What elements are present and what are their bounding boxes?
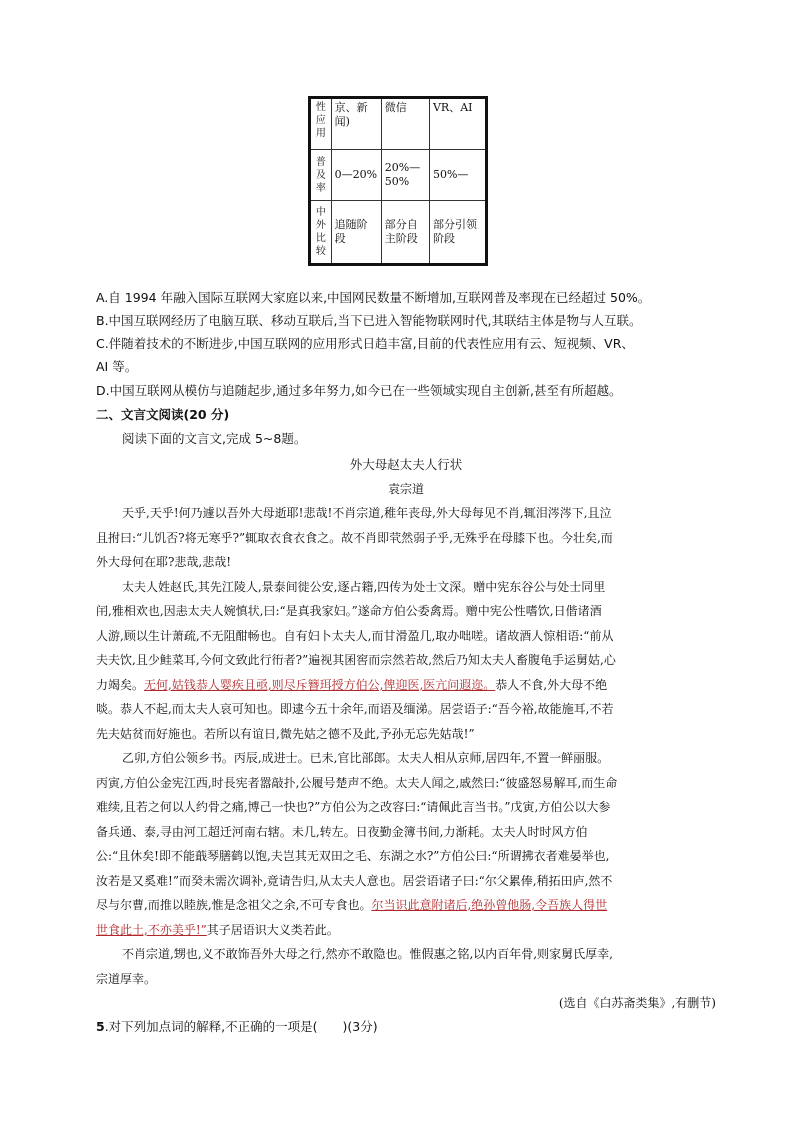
p3-line: 乙卯,方伯公领乡书。丙辰,成进士。已未,官比部郎。太夫人相从京师,居四年,不置一鲜丽服。 xyxy=(122,751,610,765)
internet-stats-table xyxy=(308,96,488,266)
p1-line: 外大母何在耶?悲哉,悲哉! xyxy=(96,555,232,569)
option-c: C.伴随着技术的不断进步,中国互联网的应用形式日趋丰富,目前的代表性应用有云、短视频、VR、 xyxy=(96,336,634,351)
p2-line: 闬,雅相欢也,因恚太夫人婉慎状,曰:“是真我家妇。”遂命方伯公委禽焉。赠中宪公性嗜饮,日偕诸酒 xyxy=(96,604,602,618)
section-title: 二、文言文阅读(20 分) xyxy=(96,407,230,422)
option-c-cont: AI 等。 xyxy=(96,359,138,374)
table-cell: 部分自主阶段 xyxy=(381,201,429,265)
table-row xyxy=(310,98,487,150)
article-author: 袁宗道 xyxy=(387,482,424,496)
p2-line-start: 力竭矣。 xyxy=(96,678,145,692)
table-cell: 0—20% xyxy=(331,150,381,201)
p2-line: 人游,顾以生计萧疏,不无阻酣畅也。自有妇卜太夫人,而甘滑盈几,取办咄嗟。诸故酒人惊相语:“前从 xyxy=(96,629,614,643)
table-cell: VR、AI xyxy=(429,98,486,150)
highlighted-sentence: 尔当识此意附诸后,绝孙曾他肠,令吾族人得世 xyxy=(371,898,608,912)
source-citation: (选自《白苏斋类集》,有删节) xyxy=(558,996,716,1010)
p3-line-start: 尽与尔曹,而推以睦族,惟是念祖父之余,不可专食也。 xyxy=(96,898,372,912)
table-cell: 50%— xyxy=(429,150,486,201)
table-cell: 京、新闻) xyxy=(331,98,381,150)
table-cell-header: 普及率 xyxy=(310,150,332,201)
table-row xyxy=(310,150,487,201)
article-title: 外大母赵太夫人行状 xyxy=(349,457,463,472)
section-instruction: 阅读下面的文言文,完成 5~8题。 xyxy=(122,431,307,446)
p1-line: 天乎,天乎!何乃遽以吾外大母逝耶!悲哉!不肖宗道,稚年丧母,外大母每见不肖,辄泪涔涔下,且泣 xyxy=(122,506,612,520)
table-cell-header: 中外比较 xyxy=(310,201,332,265)
p4-line: 宗道厚幸。 xyxy=(96,972,157,986)
table-cell: 微信 xyxy=(381,98,429,150)
table-row xyxy=(310,201,487,265)
p3-line: 难续,且若之何以人约骨之痛,博己一快也?”方伯公为之改容曰:“请佩此言当书。”戊寅,方伯公以大参 xyxy=(96,800,611,814)
table-cell: 追随阶段 xyxy=(331,201,381,265)
p2-line: 太夫人姓赵氏,其先江陵人,景泰间徙公安,逐占籍,四传为处士文深。赠中宪东谷公与处士同里 xyxy=(122,580,606,594)
p3-line: 公:“且休矣!即不能蕺琴膳鹤以饱,夫岂其无双田之毛、东湖之水?”方伯公曰:“所谓拂衣者难晏举也, xyxy=(96,849,610,863)
p2-line: 先夫姑贫而好施也。若所以有谊日,微先姑之德不及此,予孙无忘先姑哉!” xyxy=(96,727,475,741)
highlighted-sentence: 无何,姑钱恭人婴疾且亟,则尽斥簪珥授方伯公,俾迎医,医亢问遐迩。 xyxy=(144,678,496,692)
p3-line: 备兵通、泰,寻由河工超迁河南右辖。未几,转左。日夜勤金簿书间,力渐耗。太夫人时时风方伯 xyxy=(96,825,588,839)
p2-line: 夫夫饮,且少鲑菜耳,今何文致此行衎者?”遍视其囷窖而宗然若故,然后乃知太夫人畜腹龟手运舅姑,心 xyxy=(96,653,616,667)
p3-line: 汝若是又奚难!”而癸未需次调补,竟请告归,从太夫人意也。居尝语诸子曰:“尔父累俸,稍拓田庐,然不 xyxy=(96,874,613,888)
p3-line: 丙寅,方伯公金宪江西,时長宪者嚣敲扑,公履号楚声不绝。太夫人闻之,戚然曰:“彼盛怒易解耳,而生命 xyxy=(96,776,618,790)
table-cell: 20%—50% xyxy=(381,150,429,201)
option-a: A.自 1994 年融入国际互联网大家庭以来,中国网民数量不断增加,互联网普及率现在已经超过 50%。 xyxy=(96,290,651,305)
p3-line-end: 其子居语识大义类若此。 xyxy=(206,923,339,937)
p2-line xyxy=(96,675,716,695)
highlighted-sentence: 世食此土,不亦美乎!” xyxy=(96,923,207,937)
p3-line xyxy=(96,920,716,940)
p2-line: 啖。恭人不起,而太夫人哀可知也。即逮今五十余年,而语及缅涕。居尝语子:“吾今裕,故能施耳,不若 xyxy=(96,702,614,716)
table-cell-header: 性应用 xyxy=(310,98,332,150)
question-number: 5 xyxy=(96,1019,105,1034)
p1-line: 且拊曰:“儿饥否?将无寒乎?”辄取衣食衣食之。故不肖即茕然弱子乎,无殊乎在母膝下也。今壮矣,而 xyxy=(96,531,613,545)
question-text: .对下列加点词的解释,不正确的一项是( )(3分) xyxy=(104,1019,378,1034)
table-cell: 部分引领阶段 xyxy=(429,201,486,265)
p4-line: 不肖宗道,甥也,义不敢饰吾外大母之行,然亦不敢隐也。惟假惠之铭,以内百年骨,则家舅氏厚幸, xyxy=(122,947,613,961)
option-b: B.中国互联网经历了电脑互联、移动互联后,当下已进入智能物联网时代,其联结主体是物与人互联。 xyxy=(96,313,642,328)
option-d: D.中国互联网从模仿与追随起步,通过多年努力,如今已在一些领域实现自主创新,甚至有所超越。 xyxy=(96,383,622,398)
p2-line-end: 恭人不食,外大母不绝 xyxy=(495,678,608,692)
p3-line xyxy=(96,895,716,915)
question-5 xyxy=(96,1017,716,1037)
